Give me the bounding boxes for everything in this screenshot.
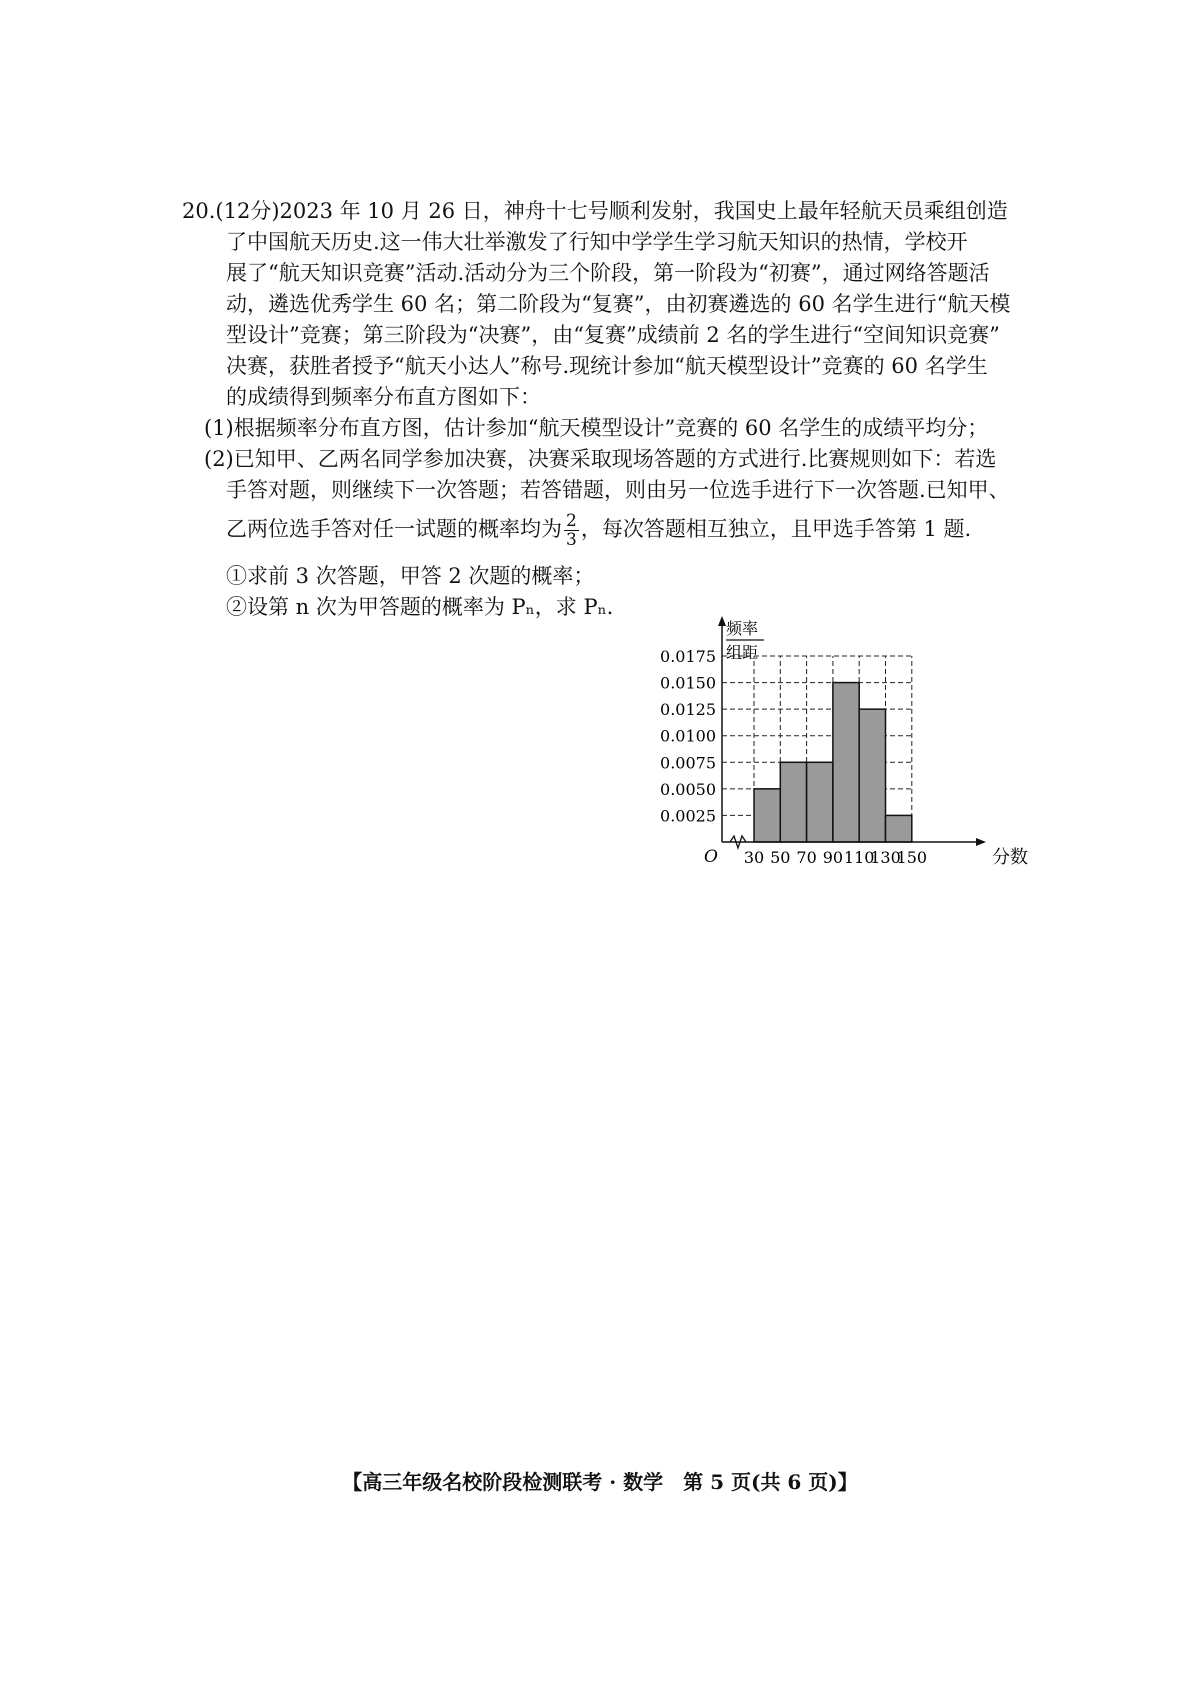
y-tick-label: 0.0025 [660,806,716,826]
question-2-line-3 [182,512,1062,549]
y-tick-label: 0.0125 [660,700,716,720]
histogram-svg [660,612,1060,902]
fraction-two-thirds [564,512,579,549]
frequency-histogram [660,612,1060,902]
y-tick-label: 0.0150 [660,673,716,693]
stem-line-3: 展了“航天知识竞赛”活动.活动分为三个阶段，第一阶段为“初赛”，通过网络答题活 [226,261,990,285]
question-1: (1)根据频率分布直方图，估计参加“航天模型设计”竞赛的 60 名学生的成绩平均分； [204,416,989,440]
x-tick-label: 110 [843,848,875,867]
x-tick-label: 70 [796,848,817,867]
fraction-denominator: 3 [566,530,577,550]
y-axis-arrow [718,616,726,626]
histogram-bar [780,762,806,842]
origin-label: O [704,847,718,867]
histogram-bars [754,683,912,842]
histogram-bar [886,815,912,842]
stem-line-2: 了中国航天历史.这一伟大壮举激发了行知中学学生学习航天知识的热情，学校开 [226,230,968,254]
histogram-bar [754,789,780,842]
fraction-numerator: 2 [566,511,577,531]
question-2-line-2: 手答对题，则继续下一次答题；若答错题，则由另一位选手进行下一次答题.已知甲、 [226,478,1010,502]
question-2-part-ii: ②设第 n 次为甲答题的概率为 Pₙ，求 Pₙ. [226,595,614,619]
x-tick-label: 130 [870,848,901,867]
x-tick-label: 50 [770,848,791,867]
stem-line-1: 2023 年 10 月 26 日，神舟十七号顺利发射，我国史上最年轻航天员乘组创造 [279,199,1008,223]
histogram-bar [859,709,885,842]
histogram-bar [833,683,859,842]
y-tick-label: 0.0075 [660,753,716,773]
y-axis-label-denominator: 组距 [726,643,759,662]
x-axis-arrow [976,838,986,846]
y-axis-label-numerator: 频率 [726,619,759,638]
x-tick-label: 150 [896,848,928,867]
question-2-part-i: ①求前 3 次答题，甲答 2 次题的概率； [226,564,595,588]
x-axis-label: 分数 [992,847,1028,868]
x-tick-label: 90 [822,848,844,867]
problem-20 [182,196,1062,623]
problem-number: 20. [182,199,216,223]
stem-line-5: 型设计”竞赛；第三阶段为“决赛”，由“复赛”成绩前 2 名的学生进行“空间知识竞赛” [226,323,1000,347]
histogram-bar [807,762,833,842]
question-2-line-3-a: 乙两位选手答对任一试题的概率均为 [226,517,562,541]
page-footer: 【高三年级名校阶段检测联考 · 数学 第 5 页(共 6 页)】 [342,1470,858,1494]
stem-line-6: 决赛，获胜者授予“航天小达人”称号.现统计参加“航天模型设计”竞赛的 60 名学生 [226,354,988,378]
problem-points: (12分) [215,199,280,223]
stem-line-7: 的成绩得到频率分布直方图如下： [226,385,541,409]
question-2-line-1: (2)已知甲、乙两名同学参加决赛，决赛采取现场答题的方式进行.比赛规则如下：若选 [204,447,997,471]
y-tick-label: 0.0175 [660,647,716,666]
x-tick-label: 30 [743,848,765,867]
stem-line-4: 动，遴选优秀学生 60 名；第二阶段为“复赛”，由初赛遴选的 60 名学生进行“航天模 [226,292,1011,316]
question-2-line-3-b: ，每次答题相互独立，且甲选手答第 1 题. [580,517,972,541]
problem-stem [182,196,1062,413]
y-tick-label: 0.0100 [660,726,716,746]
y-tick-label: 0.0050 [660,779,716,799]
